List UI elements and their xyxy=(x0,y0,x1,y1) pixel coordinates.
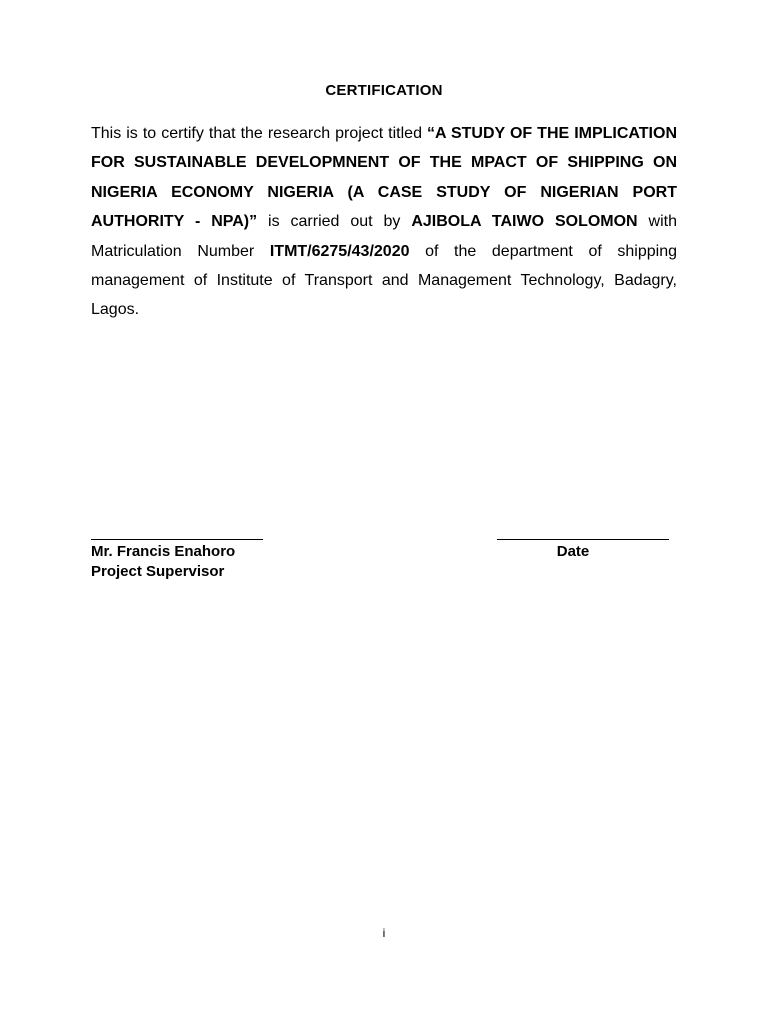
date-signature-line xyxy=(497,539,669,540)
supervisor-signature-line xyxy=(91,539,263,540)
matric-intro-text: with Matriculation Number xyxy=(91,213,677,260)
matric-number: ITMT/6275/43/2020 xyxy=(269,242,410,260)
certification-paragraph xyxy=(91,119,677,325)
intro-text: This is to certify that the research project titled xyxy=(91,125,427,142)
page-title: CERTIFICATION xyxy=(325,82,443,99)
carried-out-text: is carried out by xyxy=(257,213,412,231)
project-title: “A STUDY OF THE IMPLICATION FOR SUSTAINABLE DEVELOPMNENT OF THE MPACT OF SHIPPING ON NIGERIA ECONOMY NIGERIA (A CASE STUDY OF NIGERIAN PORT AUTHORITY - NPA)” xyxy=(91,125,678,231)
student-name: AJIBOLA TAIWO SOLOMON xyxy=(411,213,638,231)
supervisor-role: Project Supervisor xyxy=(91,563,225,580)
supervisor-name: Mr. Francis Enahoro xyxy=(91,543,236,560)
department-text: of the department of shipping management of Institute of Transport and Management Technology, Badagry, Lagos. xyxy=(91,242,678,319)
page-number: i xyxy=(382,926,386,940)
date-label: Date xyxy=(556,543,590,560)
